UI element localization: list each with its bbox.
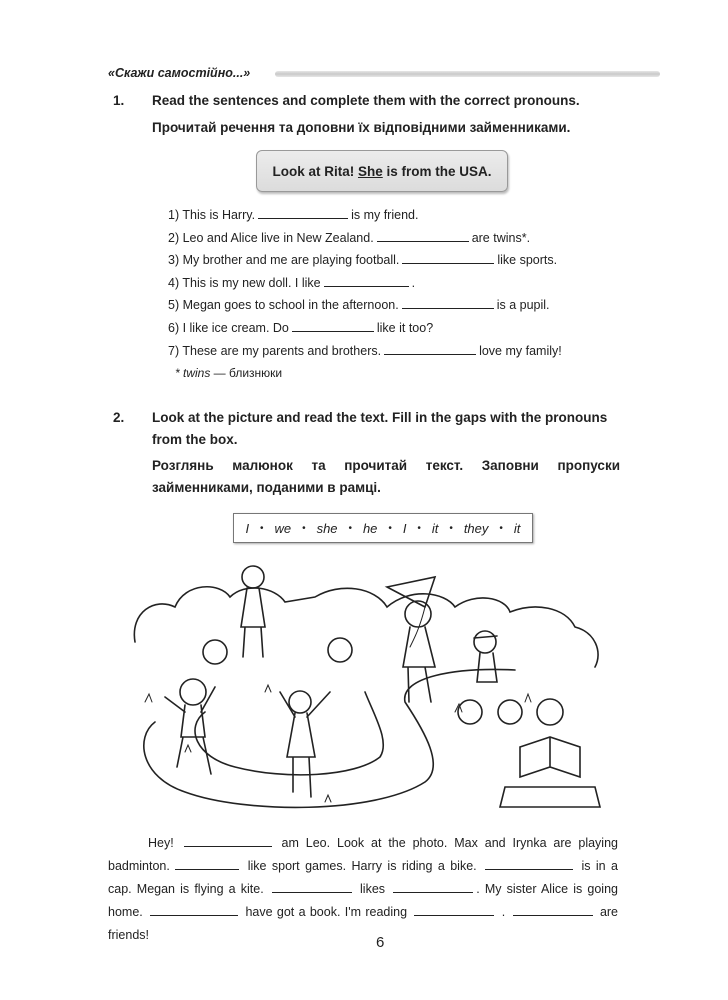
answer-blank[interactable]	[292, 320, 374, 332]
separator-dot: •	[348, 522, 352, 534]
sentence-text: 7) These are my parents and brothers.	[168, 343, 382, 358]
sentence-text: 6) I like ice cream. Do	[168, 320, 289, 335]
sentence-text: 4) This is my new doll. I like	[168, 275, 321, 290]
answer-blank[interactable]	[402, 297, 494, 309]
sentence-text: is my friend.	[351, 208, 419, 222]
child-reading	[500, 699, 600, 807]
sentence-text: 5) Megan goes to school in the afternoon.	[168, 298, 399, 313]
child-girl-top	[241, 566, 265, 657]
pronoun-word: it	[513, 520, 521, 536]
sentence-list	[168, 204, 562, 362]
text-segment: likes	[360, 882, 386, 896]
sentence-text: .	[411, 275, 416, 290]
sentence-text: love my family!	[479, 343, 562, 358]
exercise-1-instruction-uk: Прочитай речення та доповни їх відповідними займенниками.	[152, 120, 571, 135]
text-segment: have got a book. I'm reading	[245, 905, 408, 919]
footnote-translation: — близнюки	[210, 366, 283, 380]
pronoun-word: he	[362, 520, 378, 536]
sentence-6	[168, 317, 562, 340]
child-girl-badminton	[280, 638, 352, 797]
park-illustration	[125, 552, 605, 820]
answer-blank[interactable]	[258, 207, 348, 219]
sentence-text: like it too?	[376, 320, 434, 335]
pronoun-box	[233, 513, 533, 543]
exercise-1-number: 1.	[113, 93, 125, 108]
exercise-1-instruction-en: Read the sentences and complete them with the correct pronouns.	[152, 93, 580, 108]
answer-blank[interactable]	[384, 343, 476, 355]
sentence-text: is a pupil.	[496, 298, 550, 313]
example-before: Look at Rita!	[272, 163, 358, 179]
answer-blank[interactable]	[393, 881, 473, 893]
answer-blank[interactable]	[377, 230, 469, 242]
example-after: is from the USA.	[382, 163, 492, 179]
answer-blank[interactable]	[150, 904, 238, 916]
sentence-text: 2) Leo and Alice live in New Zealand.	[168, 230, 374, 245]
text-segment: are friends!	[108, 905, 619, 942]
separator-dot: •	[417, 522, 421, 534]
text-segment: am Leo. Look at the photo. Max and Irynka are playing badminton.	[108, 836, 618, 873]
separator-dot: •	[260, 522, 264, 534]
example-answer: She	[357, 163, 383, 179]
exercise-2-instruction-uk: Розглянь малюнок та прочитай текст. Заповни пропуски займенниками, поданими в рамці.	[152, 458, 620, 495]
answer-blank[interactable]	[513, 904, 593, 916]
sentence-5	[168, 294, 562, 317]
sentence-text: 1) This is Harry.	[168, 208, 256, 222]
separator-dot: •	[302, 522, 306, 534]
answer-blank[interactable]	[414, 904, 494, 916]
pronoun-word: I	[402, 520, 407, 536]
separator-dot: •	[449, 522, 453, 534]
sentence-2	[168, 227, 562, 250]
sentence-text: like sports.	[497, 253, 558, 268]
exercise-2-instruction-en: Look at the picture and read the text. Fill in the gaps with the pronouns from the box.	[152, 410, 608, 447]
sentence-7	[168, 340, 562, 363]
answer-blank[interactable]	[485, 858, 573, 870]
text-segment: is in a cap. Megan is flying a kite.	[108, 859, 618, 896]
answer-blank[interactable]	[272, 881, 352, 893]
separator-dot: •	[499, 522, 503, 534]
footnote	[175, 366, 282, 380]
answer-blank[interactable]	[402, 252, 494, 264]
answer-blank[interactable]	[324, 275, 409, 287]
pronoun-word: she	[316, 520, 338, 536]
child-megan-kite	[403, 601, 435, 702]
text-segment: .	[501, 905, 506, 919]
separator-dot: •	[388, 522, 392, 534]
sentence-3	[168, 249, 562, 272]
text-segment: Hey!	[148, 836, 174, 850]
section-title: «Скажи самостійно...»	[108, 66, 251, 80]
text-segment: like sport games. Harry is riding a bike.	[247, 859, 477, 873]
page-number: 6	[376, 934, 385, 951]
child-boy-left	[165, 640, 227, 774]
sentence-1	[168, 204, 562, 227]
pronoun-word: I	[245, 520, 250, 536]
sentence-text: are twins*.	[471, 230, 531, 245]
pronoun-word: it	[431, 520, 439, 536]
pronoun-word: we	[274, 520, 292, 536]
pronoun-word: they	[463, 520, 489, 536]
sentence-text: 3) My brother and me are playing football.	[168, 253, 400, 268]
footnote-term: * twins	[175, 366, 211, 380]
grass	[145, 685, 531, 802]
sentence-4	[168, 272, 562, 295]
fill-in-text	[108, 832, 618, 947]
example-box	[256, 150, 508, 192]
text-segment: . My sister Alice is going home.	[108, 882, 618, 919]
header-divider	[275, 71, 660, 77]
exercise-2-number: 2.	[113, 410, 125, 425]
answer-blank[interactable]	[175, 858, 239, 870]
child-harry-bike	[458, 631, 522, 724]
answer-blank[interactable]	[184, 835, 272, 847]
path-outline	[144, 669, 515, 807]
